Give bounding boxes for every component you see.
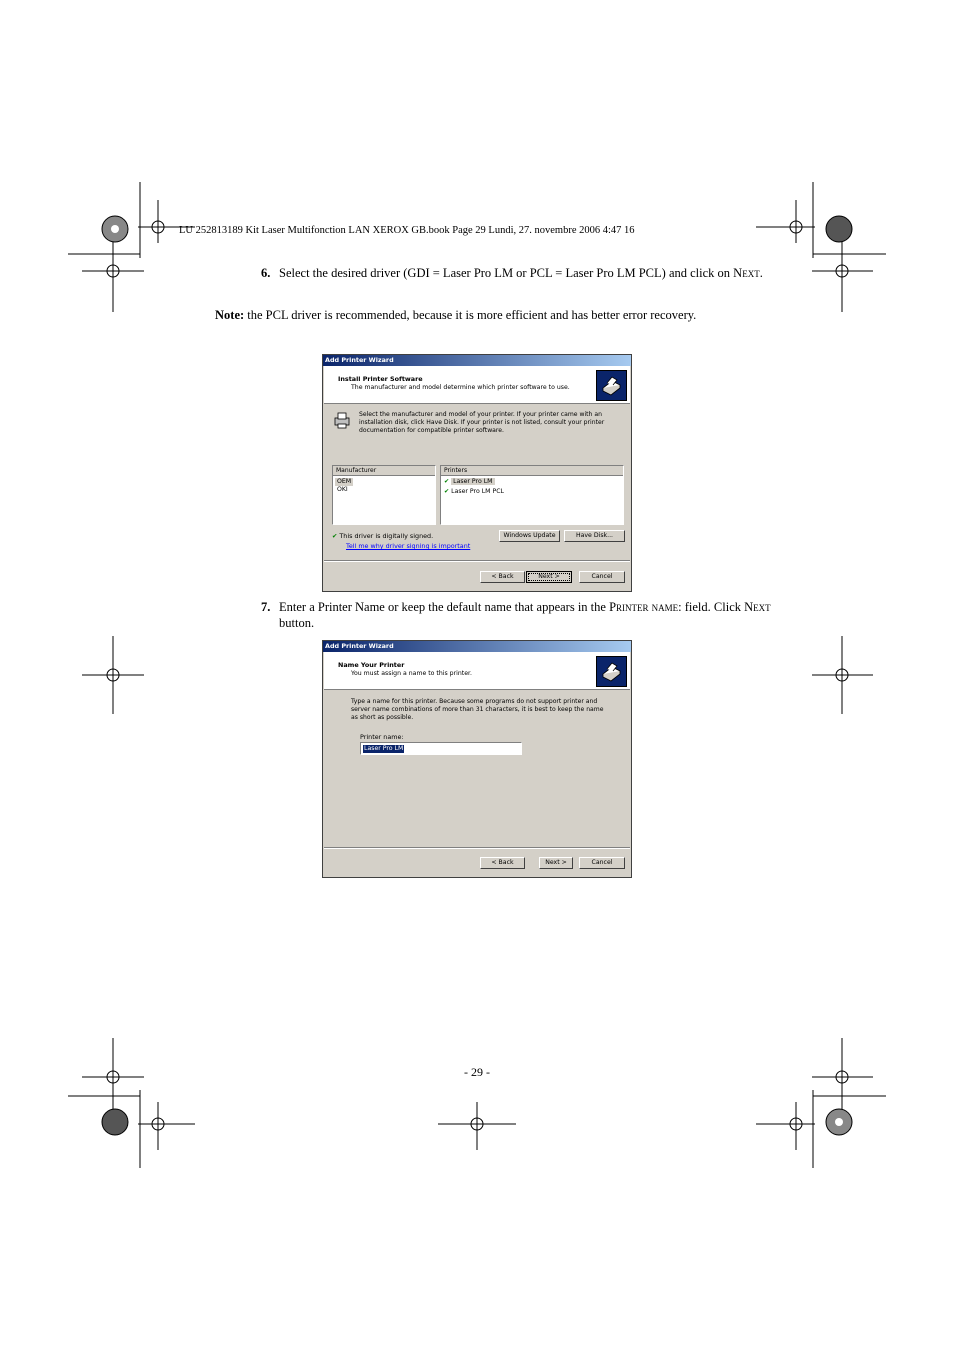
windows-update-button[interactable]: Windows Update: [499, 530, 560, 542]
step-6-next-label: Next: [733, 266, 760, 280]
printer-item-label: Laser Pro LM: [453, 478, 493, 485]
printer-name-input[interactable]: [360, 742, 522, 755]
step-6: [261, 265, 821, 281]
name-your-printer-dialog: [322, 640, 632, 878]
step-6-instruction: Select the desired driver (GDI = Laser Pro LM or PCL = Laser Pro LM PCL) and click on: [279, 266, 731, 280]
have-disk-button[interactable]: Have Disk...: [564, 530, 625, 542]
step-6-number: 6.: [261, 266, 271, 280]
printer-item-label: Laser Pro LM PCL: [451, 488, 504, 495]
manufacturer-item[interactable]: OKI: [337, 486, 348, 493]
dialog2-subheading: You must assign a name to this printer.: [351, 670, 472, 677]
install-printer-software-dialog: [322, 354, 632, 592]
step-7-text: [279, 599, 771, 615]
printer-name-value: Laser Pro LM: [364, 745, 404, 752]
step-6-end: .: [759, 266, 763, 280]
manufacturer-item[interactable]: OEM: [337, 478, 352, 485]
cancel-button[interactable]: Cancel: [579, 857, 625, 869]
step-7-instruction: Enter a Printer Name or keep the default name that appears in the: [279, 600, 606, 614]
step-7: [261, 599, 821, 633]
next-button[interactable]: Next >: [526, 571, 572, 583]
step-7-field-label: Printer name:: [609, 600, 682, 614]
printer-icon: [332, 410, 352, 432]
printers-list[interactable]: [440, 465, 624, 525]
note-text: the PCL driver is recommended, because it is more efficient and has better error recovery.: [244, 308, 697, 322]
dialog2-separator: [324, 847, 630, 849]
printer-item[interactable]: [444, 478, 495, 486]
printers-list-header: Printers: [441, 466, 623, 476]
step-7-instruction-b: field. Click: [684, 600, 741, 614]
signed-status: [332, 532, 433, 540]
dialog2-header: [324, 652, 630, 690]
step-7-text-c: button.: [279, 616, 315, 630]
dialog2-instructions: Type a name for this printer. Because some programs do not support printer and server name combinations of more than 31 characters, it is best to keep the name as short as possible.: [351, 698, 604, 721]
printer-item[interactable]: [444, 488, 504, 496]
dialog1-title-bar: Add Printer Wizard: [323, 355, 631, 366]
printer-wizard-icon: [596, 656, 627, 687]
dialog1-separator: [324, 560, 630, 562]
dialog2-title-bar: Add Printer Wizard: [323, 641, 631, 652]
signed-driver-icon: ✔: [444, 478, 450, 485]
page-number: - 29 -: [464, 1065, 490, 1079]
dialog1-subheading: The manufacturer and model determine which printer software to use.: [351, 384, 570, 391]
dialog1-instructions: Select the manufacturer and model of your printer. If your printer came with an installation disk, click Have Disk. If your printer is not listed, consult your printer documentation for compatible printer software.: [359, 411, 605, 434]
step-7-next-label: Next: [744, 600, 771, 614]
step-7-number: 7.: [261, 600, 271, 614]
cancel-button[interactable]: Cancel: [579, 571, 625, 583]
back-button[interactable]: < Back: [480, 571, 525, 583]
manufacturer-list[interactable]: [332, 465, 436, 525]
dialog2-heading: Name Your Printer: [338, 661, 405, 669]
next-button[interactable]: Next >: [539, 857, 573, 869]
driver-signing-link[interactable]: Tell me why driver signing is important: [346, 542, 471, 550]
printer-wizard-icon: [596, 370, 627, 401]
note: [215, 308, 696, 323]
manufacturer-list-header: Manufacturer: [333, 466, 435, 476]
note-label: Note:: [215, 308, 245, 322]
printer-name-label: Printer name:: [360, 733, 404, 741]
signed-text: This driver is digitally signed.: [339, 532, 434, 540]
back-button[interactable]: < Back: [480, 857, 525, 869]
signed-shield-icon: ✔: [332, 532, 338, 540]
step-6-text: [279, 265, 763, 281]
signed-driver-icon: ✔: [444, 488, 450, 495]
dialog1-header: [324, 366, 630, 404]
file-info-header: LU 252813189 Kit Laser Multifonction LAN XEROX GB.book Page 29 Lundi, 27. novembre 2006 4:47 16: [179, 225, 635, 236]
dialog1-heading: Install Printer Software: [338, 375, 423, 383]
